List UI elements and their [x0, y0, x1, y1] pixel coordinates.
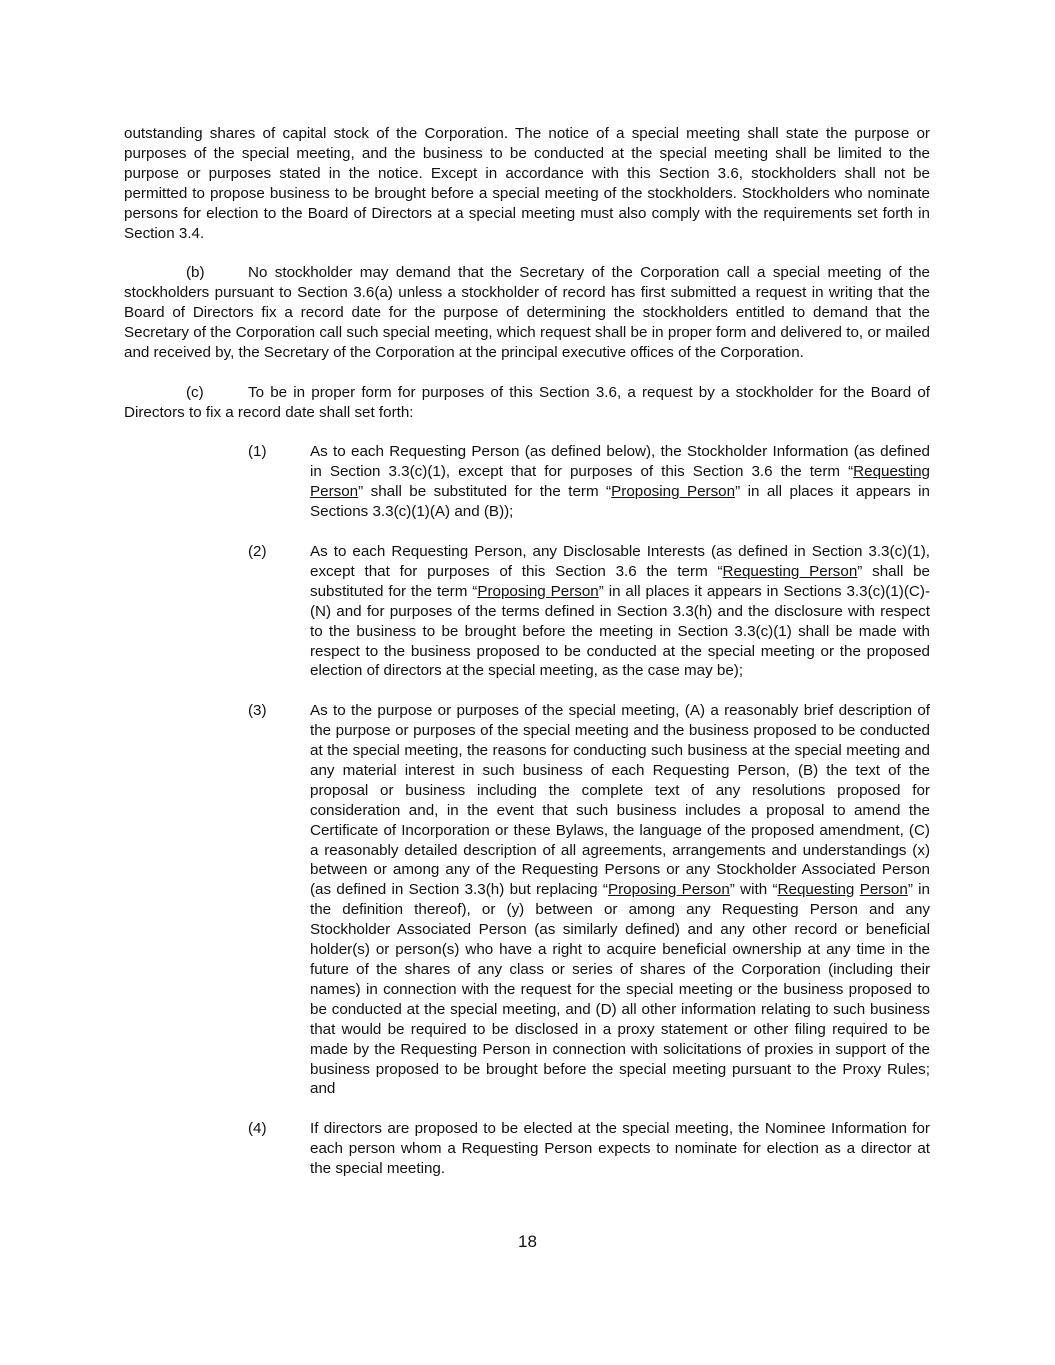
- defined-term-person: Person: [859, 881, 908, 899]
- paragraph-b: [124, 263, 930, 363]
- list-item-number: (4): [248, 1120, 267, 1138]
- list-item-number: (2): [248, 542, 267, 560]
- paragraph-b-text: No stockholder may demand that the Secretary of the Corporation call a special meeting of the stockholders pursuant to Section 3.6(a) unless a stockholder of record has first submitted a request in writing that the Board of Directors fix a record date for the purpose of determining the stockholders entitled to demand that the Secretary of the Corporation call such special meeting, which request shall be in proper form and delivered to, or mailed and received by, the Secretary of the Corporation at the principal executive offices of the Corporation.: [124, 264, 930, 361]
- defined-term-proposing-person: Proposing Person: [611, 483, 736, 501]
- document-page: [124, 124, 930, 1199]
- list-item-number: (3): [248, 702, 267, 720]
- defined-term-requesting-person: Requesting Person: [310, 463, 930, 501]
- list-item-3: [248, 701, 930, 1099]
- list-item-2: [248, 542, 930, 681]
- list-item-1: [248, 442, 930, 522]
- item-text: ” in all places it appears in Sections 3.3(c)(1)(C)-(N) and for purposes of the terms defined in Section 3.3(h) and the disclosure with respect to the business to be brought before the meeting in Section 3.3(c)(1) shall be made with respect to the business proposed to be conducted at the special meeting or the proposed election of directors at the special meeting, as the case may be);: [310, 582, 930, 680]
- item-text: As to each Requesting Person, any Disclosable Interests (as defined in Section 3.3(c)(1), except that for purposes of this Section 3.6 the term “: [310, 542, 930, 580]
- defined-term-requesting: Requesting: [777, 881, 855, 899]
- item-text: ” shall be substituted for the term “: [358, 483, 612, 501]
- item-text: As to each Requesting Person (as defined below), the Stockholder Information (as defined in Section 3.3(c)(1), except that for purposes of this Section 3.6 the term “: [310, 443, 930, 481]
- defined-term-proposing-person: Proposing Person: [607, 881, 730, 899]
- item-text: ” with “: [729, 881, 778, 899]
- item-text: ” in all places it appears in Sections 3.3(c)(1)(A) and (B));: [310, 483, 930, 521]
- defined-term-requesting-person: Requesting Person: [722, 562, 858, 580]
- defined-term-proposing-person: Proposing Person: [477, 582, 599, 600]
- paragraph-c-text: To be in proper form for purposes of this Section 3.6, a request by a stockholder for the Board of Directors to fix a record date shall set forth:: [124, 383, 930, 421]
- item-text: ” shall be substituted for the term “: [310, 562, 930, 600]
- list-item-4: [248, 1119, 930, 1179]
- intro-paragraph: outstanding shares of capital stock of the Corporation. The notice of a special meeting shall state the purpose or purposes of the special meeting, and the business to be conducted at the special meeting shall be limited to the purpose or purposes stated in the notice. Except in accordance with this Section 3.6, stockholders shall not be permitted to propose business to be brought before a special meeting of the stockholders. Stockholders who nominate persons for election to the Board of Directors at a special meeting must also comply with the requirements set forth in Section 3.4.: [124, 125, 930, 242]
- item-text: As to the purpose or purposes of the special meeting, (A) a reasonably brief description of the purpose or purposes of the special meeting and the business proposed to be conducted at the special meeting, the reasons for conducting such business at the special meeting and any material interest in such business of each Requesting Person, (B) the text of the proposal or business including the complete text of any resolutions proposed for consideration and, in the event that such business includes a proposal to amend the Certificate of Incorporation or these Bylaws, the language of the proposed amendment, (C) a reasonably detailed description of all agreements, arrangements and understandings (x) between or among any of the Requesting Persons or any Stockholder Associated Person (as defined in Section 3.3(h) but replacing “: [310, 702, 930, 899]
- list-item-number: (1): [248, 443, 267, 461]
- paragraph-b-label: (b): [186, 264, 205, 282]
- paragraph-c: [124, 383, 930, 423]
- item-text: ” in the definition thereof), or (y) between or among any Requesting Person and any Stockholder Associated Person (as similarly defined) and any other record or beneficial holder(s) or person(s) who have a right to acquire beneficial ownership at any time in the future of the shares of any class or series of shares of the Corporation (including their names) in connection with the request for the special meeting or the business proposed to be conducted at the special meeting, and (D) all other information relating to such business that would be required to be disclosed in a proxy statement or other filing required to be made by the Requesting Person in connection with solicitations of proxies in support of the business proposed to be brought before the special meeting pursuant to the Proxy Rules; and: [310, 881, 930, 1098]
- item-text: If directors are proposed to be elected at the special meeting, the Nominee Information for each person whom a Requesting Person expects to nominate for election as a director at the special meeting.: [310, 1120, 930, 1178]
- page-number: 18: [518, 1232, 537, 1251]
- paragraph-c-label: (c): [186, 383, 204, 401]
